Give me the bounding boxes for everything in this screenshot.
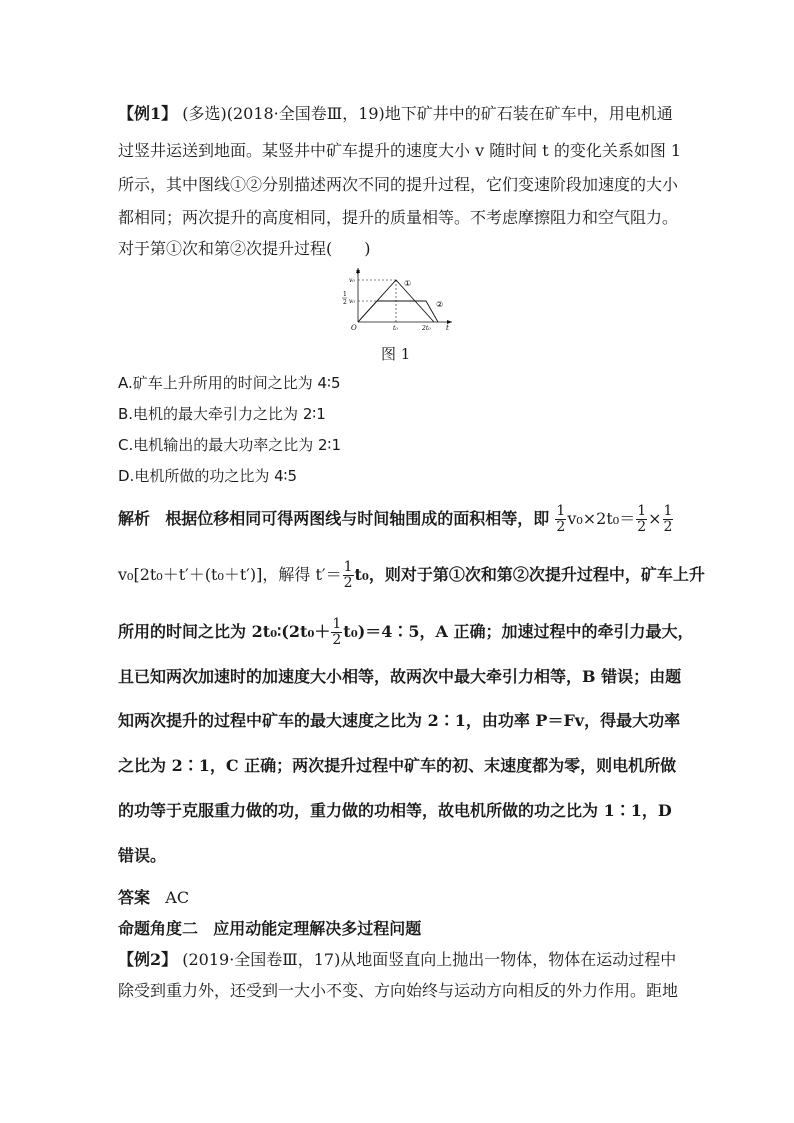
half-den: 2 [343,299,347,306]
example1-line5: 对于第①次和第②次提升过程( ) [118,239,371,258]
solution-line5: 知两次提升的过程中矿车的最大速度之比为 2∶1，由功率 P＝Fv，得最大功率 [118,711,681,730]
example1-line2: 过竖井运送到地面。某竖井中矿车提升的速度大小 v 随时间 t 的变化关系如图 1 [118,141,682,160]
solution-line6: 之比为 2∶1，C 正确；两次提升过程中矿车的初、末速度都为零，则电机所做 [118,756,677,775]
figure-caption: 图 1 [381,345,411,363]
origin-label: O [351,324,357,332]
example2-line2: 除受到重力外，还受到一大小不变、方向始终与运动方向相反的外力作用。距地 [118,981,679,1000]
fraction-half: $\frac{1}{2}$ [343,559,353,591]
solution-line3: 所用的时间之比为 2t₀∶(2t₀＋ $\frac{1}{2}$ t₀)＝4∶5，A 正确；加速过程中的牵引力最大， [118,616,694,648]
t0-label: t₀ [393,325,398,332]
velocity-time-graph [338,264,458,334]
fraction-half: $\frac{1}{2}$ [637,503,647,535]
example2-label: 【例2】 [118,950,178,969]
solution-line8: 错误。 [118,846,167,865]
option-c: C.电机输出的最大功率之比为 2∶1 [118,436,342,454]
angle-text: 应用动能定理解决多过程问题 [213,919,422,938]
v-axis-label: v [356,268,360,276]
example1-line3: 所示，其中图线①②分别描述两次不同的提升过程，它们变速阶段加速度的大小 [118,175,679,194]
example1-line4: 都相同；两次提升的高度相同，提升的质量相等。不考虑摩擦阻力和空气阻力。 [118,208,679,227]
curve1-label: ① [404,279,412,288]
solution-line2: v₀[2t₀＋t′＋(t₀＋t′)]，解得 t′＝ $\frac{1}{2}$ t₀，则对于第①次和第②次提升过程中，矿车上升 [118,559,705,591]
answer-value: AC [165,888,190,907]
fraction-half: $\frac{1}{2}$ [556,503,566,535]
v0-label: v₀ [349,277,355,284]
fraction-half: $\frac{1}{2}$ [332,616,342,648]
2t0-label: 2t₀ [422,325,431,332]
example1-label: 【例1】 [118,104,178,123]
curve2-label: ② [436,300,444,309]
solution-line4: 且已知两次加速时的加速度大小相等，故两次中最大牵引力相等，B 错误；由题 [118,667,682,686]
option-a: A.矿车上升所用的时间之比为 4∶5 [118,374,341,392]
curve-2 [358,301,438,322]
option-d: D.电机所做的功之比为 4∶5 [118,467,298,485]
example2-line1: 【例2】 (2019·全国卷Ⅲ，17)从地面竖直向上抛出一物体，物体在运动过程中 [118,950,677,969]
angle-line [118,919,421,939]
t-axis-label: t [446,324,449,332]
half-num: 1 [343,291,347,298]
fraction-half: $\frac{1}{2}$ [663,503,673,535]
solution-line1: 解析 根据位移相同可得两图线与时间轴围成的面积相等，即 $\frac{1}{2}$ v₀×2t₀＝ $\frac{1}{2}$ × $\frac{1}{2}$ [118,503,673,535]
example1-line1: 【例1】 (多选)(2018·全国卷Ⅲ，19)地下矿井中的矿石装在矿车中，用电机通 [118,104,673,123]
solution-head: 解析 [118,509,151,528]
option-b: B.电机的最大牵引力之比为 2∶1 [118,405,326,423]
angle-label: 命题角度二 [118,919,199,938]
answer-label: 答案 [118,888,151,907]
half-v0-label: v₀ [349,298,355,305]
answer-line [118,888,189,908]
solution-line7: 的功等于克服重力做的功，重力做的功相等，故电机所做的功之比为 1∶1，D [118,801,672,820]
